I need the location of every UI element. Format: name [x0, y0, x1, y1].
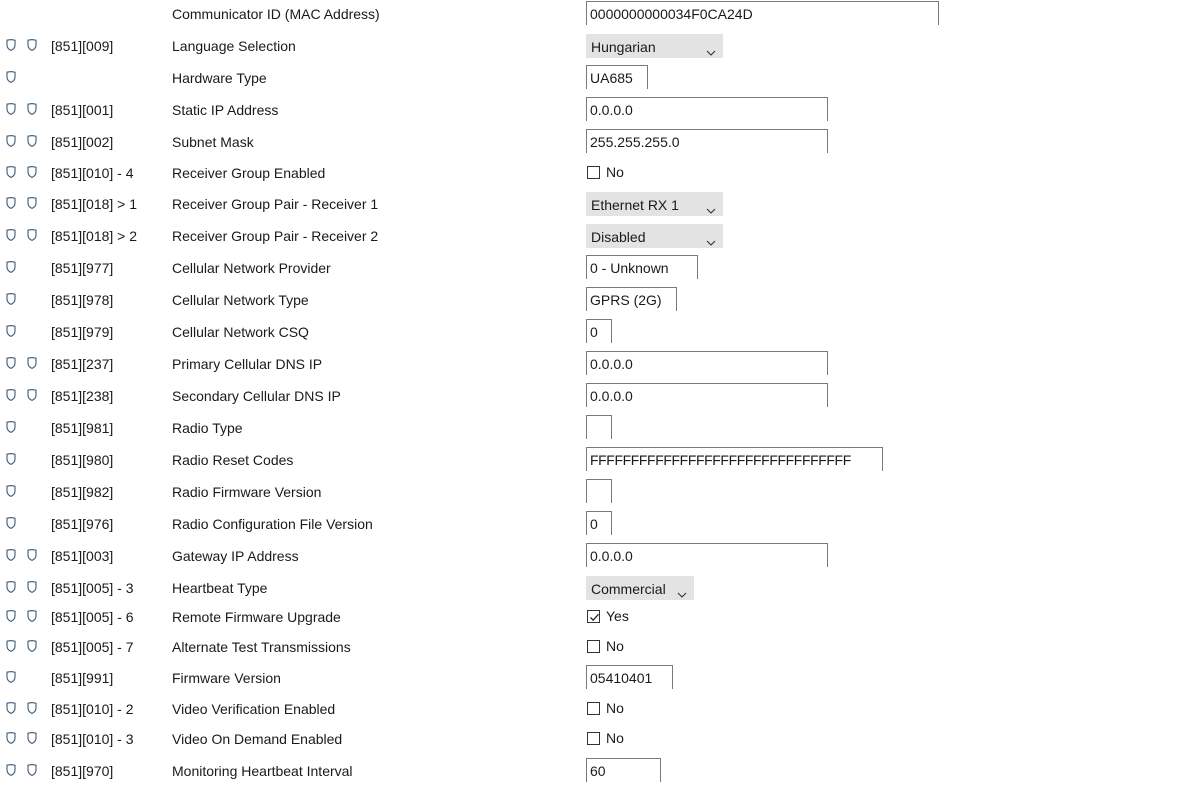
setting-row-alternate-test-transmissions — [0, 634, 1187, 660]
setting-label: Secondary Cellular DNS IP — [172, 388, 341, 404]
setting-code: [851][978] — [51, 292, 114, 308]
setting-row-monitoring-heartbeat-interval — [0, 758, 1187, 784]
receiver-group-enabled-checkbox[interactable] — [587, 164, 624, 180]
shield-icon — [6, 549, 16, 561]
shield-icon — [6, 325, 16, 337]
setting-label: Receiver Group Enabled — [172, 165, 326, 181]
setting-code: [851][237] — [51, 356, 114, 372]
video-verification-checkbox[interactable] — [587, 700, 624, 716]
shield-icon — [6, 293, 16, 305]
radio-type-field[interactable] — [586, 415, 612, 439]
setting-label: Cellular Network CSQ — [172, 324, 309, 340]
primary-dns-field[interactable]: 0.0.0.0 — [586, 351, 828, 375]
shield-icon — [6, 702, 16, 714]
setting-row-receiver-group-enabled — [0, 160, 1187, 186]
receiver-2-select[interactable] — [586, 224, 723, 248]
shield-icon — [6, 197, 16, 209]
alternate-test-transmissions-checkbox[interactable] — [587, 638, 624, 654]
checkbox-label: No — [606, 730, 624, 746]
heartbeat-type-select[interactable] — [586, 576, 694, 600]
setting-row-radio-type — [0, 415, 1187, 441]
hardware-type-field[interactable]: UA685 — [586, 65, 648, 89]
setting-row-secondary-dns — [0, 383, 1187, 409]
shield-icon — [6, 421, 16, 433]
language-select[interactable] — [586, 34, 723, 58]
shield-icon — [27, 640, 37, 652]
setting-label: Monitoring Heartbeat Interval — [172, 763, 353, 779]
setting-label: Radio Configuration File Version — [172, 516, 373, 532]
shield-icon — [6, 357, 16, 369]
setting-row-remote-firmware-upgrade — [0, 604, 1187, 630]
radio-firmware-field[interactable] — [586, 479, 612, 503]
checkbox-label: No — [606, 638, 624, 654]
setting-row-static-ip — [0, 97, 1187, 123]
setting-code: [851][970] — [51, 763, 114, 779]
shield-icon — [6, 671, 16, 683]
setting-code: [851][005] - 3 — [51, 580, 134, 596]
checkbox-box[interactable] — [587, 166, 600, 179]
setting-label: Receiver Group Pair - Receiver 1 — [172, 196, 379, 212]
setting-row-receiver-group-pair-2 — [0, 223, 1187, 249]
setting-code: [851][010] - 2 — [51, 701, 134, 717]
shield-icon — [27, 732, 37, 744]
setting-code: [851][991] — [51, 670, 114, 686]
shield-icon — [6, 261, 16, 273]
setting-row-cellular-network-provider — [0, 255, 1187, 281]
radio-config-version-field[interactable]: 0 — [586, 511, 612, 535]
shield-icon — [27, 549, 37, 561]
heartbeat-interval-field[interactable]: 60 — [586, 758, 661, 782]
checkbox-box[interactable] — [587, 732, 600, 745]
shield-icon — [27, 764, 37, 776]
setting-code: [851][981] — [51, 420, 114, 436]
checkbox-box[interactable] — [587, 702, 600, 715]
shield-icon — [27, 197, 37, 209]
setting-row-firmware-version — [0, 665, 1187, 691]
shield-icon — [27, 610, 37, 622]
setting-label: Video On Demand Enabled — [172, 731, 343, 747]
shield-icon — [6, 71, 16, 83]
setting-code: [851][005] - 6 — [51, 609, 134, 625]
shield-icon — [6, 453, 16, 465]
shield-icon — [6, 103, 16, 115]
setting-label: Communicator ID (MAC Address) — [172, 6, 380, 22]
shield-icon — [27, 389, 37, 401]
checkbox-box[interactable] — [587, 640, 600, 653]
setting-label: Radio Firmware Version — [172, 484, 322, 500]
chevron-down-icon — [706, 233, 716, 239]
setting-row-radio-config-version — [0, 511, 1187, 537]
gateway-ip-field[interactable]: 0.0.0.0 — [586, 543, 828, 567]
checkbox-label: No — [606, 700, 624, 716]
setting-label: Subnet Mask — [172, 134, 254, 150]
cellular-csq-field[interactable]: 0 — [586, 319, 612, 343]
setting-code: [851][238] — [51, 388, 114, 404]
shield-icon — [6, 764, 16, 776]
setting-label: Video Verification Enabled — [172, 701, 336, 717]
static-ip-field[interactable]: 0.0.0.0 — [586, 97, 828, 121]
setting-label: Language Selection — [172, 38, 296, 54]
setting-label: Firmware Version — [172, 670, 281, 686]
radio-reset-codes-field[interactable]: FFFFFFFFFFFFFFFFFFFFFFFFFFFFFFFF — [586, 447, 883, 471]
setting-label: Static IP Address — [172, 102, 279, 118]
select-value: Disabled — [591, 229, 646, 245]
chevron-down-icon — [677, 585, 687, 591]
shield-icon — [6, 39, 16, 51]
shield-icon — [27, 229, 37, 241]
setting-label: Radio Type — [172, 420, 243, 436]
shield-icon — [6, 517, 16, 529]
setting-code: [851][979] — [51, 324, 114, 340]
setting-label: Cellular Network Type — [172, 292, 309, 308]
shield-icon — [6, 581, 16, 593]
setting-label: Heartbeat Type — [172, 580, 268, 596]
chevron-down-icon — [706, 43, 716, 49]
setting-row-gateway-ip — [0, 543, 1187, 569]
setting-code: [851][980] — [51, 452, 114, 468]
communicator-id-field[interactable]: 0000000000034F0CA24D — [586, 1, 939, 25]
setting-label: Hardware Type — [172, 70, 267, 86]
select-value: Commercial — [591, 581, 666, 597]
setting-label: Alternate Test Transmissions — [172, 639, 351, 655]
remote-firmware-upgrade-checkbox[interactable] — [587, 608, 629, 624]
video-on-demand-checkbox[interactable] — [587, 730, 624, 746]
chevron-down-icon — [706, 201, 716, 207]
shield-icon — [6, 166, 16, 178]
receiver-1-select[interactable] — [586, 192, 723, 216]
setting-label: Cellular Network Provider — [172, 260, 331, 276]
shield-icon — [6, 135, 16, 147]
shield-icon — [6, 229, 16, 241]
setting-row-hardware-type — [0, 65, 1187, 91]
checkbox-box[interactable] — [587, 610, 600, 623]
setting-code: [851][002] — [51, 134, 114, 150]
cellular-provider-field[interactable]: 0 - Unknown — [586, 255, 698, 279]
shield-icon — [27, 702, 37, 714]
setting-row-primary-dns — [0, 351, 1187, 377]
setting-code: [851][009] — [51, 38, 114, 54]
cellular-type-field[interactable]: GPRS (2G) — [586, 287, 677, 311]
setting-code: [851][982] — [51, 484, 114, 500]
setting-code: [851][001] — [51, 102, 114, 118]
setting-code: [851][976] — [51, 516, 114, 532]
setting-code: [851][010] - 4 — [51, 165, 134, 181]
setting-label: Receiver Group Pair - Receiver 2 — [172, 228, 379, 244]
shield-icon — [6, 389, 16, 401]
setting-label: Gateway IP Address — [172, 548, 299, 564]
setting-code: [851][977] — [51, 260, 114, 276]
setting-label: Primary Cellular DNS IP — [172, 356, 323, 372]
setting-row-radio-reset-codes — [0, 447, 1187, 473]
shield-icon — [6, 485, 16, 497]
setting-row-video-on-demand — [0, 726, 1187, 752]
shield-icon — [27, 39, 37, 51]
setting-row-heartbeat-type — [0, 575, 1187, 601]
secondary-dns-field[interactable]: 0.0.0.0 — [586, 383, 828, 407]
setting-code: [851][010] - 3 — [51, 731, 134, 747]
checkbox-label: Yes — [606, 608, 629, 624]
setting-row-cellular-network-type — [0, 287, 1187, 313]
shield-icon — [6, 610, 16, 622]
firmware-version-field[interactable]: 05410401 — [586, 665, 673, 689]
setting-row-language-selection — [0, 33, 1187, 59]
checkbox-label: No — [606, 164, 624, 180]
shield-icon — [27, 166, 37, 178]
shield-icon — [27, 135, 37, 147]
subnet-mask-field[interactable]: 255.255.255.0 — [586, 129, 828, 153]
setting-row-subnet-mask — [0, 129, 1187, 155]
shield-icon — [27, 581, 37, 593]
setting-row-communicator-id — [0, 1, 1187, 27]
setting-code: [851][003] — [51, 548, 114, 564]
shield-icon — [6, 640, 16, 652]
setting-label: Radio Reset Codes — [172, 452, 294, 468]
setting-row-receiver-group-pair-1 — [0, 191, 1187, 217]
setting-row-cellular-network-csq — [0, 319, 1187, 345]
shield-icon — [6, 732, 16, 744]
shield-icon — [27, 357, 37, 369]
setting-code: [851][018] > 1 — [51, 196, 138, 212]
select-value: Ethernet RX 1 — [591, 197, 679, 213]
setting-label: Remote Firmware Upgrade — [172, 609, 341, 625]
setting-code: [851][005] - 7 — [51, 639, 134, 655]
setting-row-video-verification — [0, 696, 1187, 722]
select-value: Hungarian — [591, 39, 656, 55]
setting-code: [851][018] > 2 — [51, 228, 138, 244]
shield-icon — [27, 103, 37, 115]
setting-row-radio-firmware-version — [0, 479, 1187, 505]
